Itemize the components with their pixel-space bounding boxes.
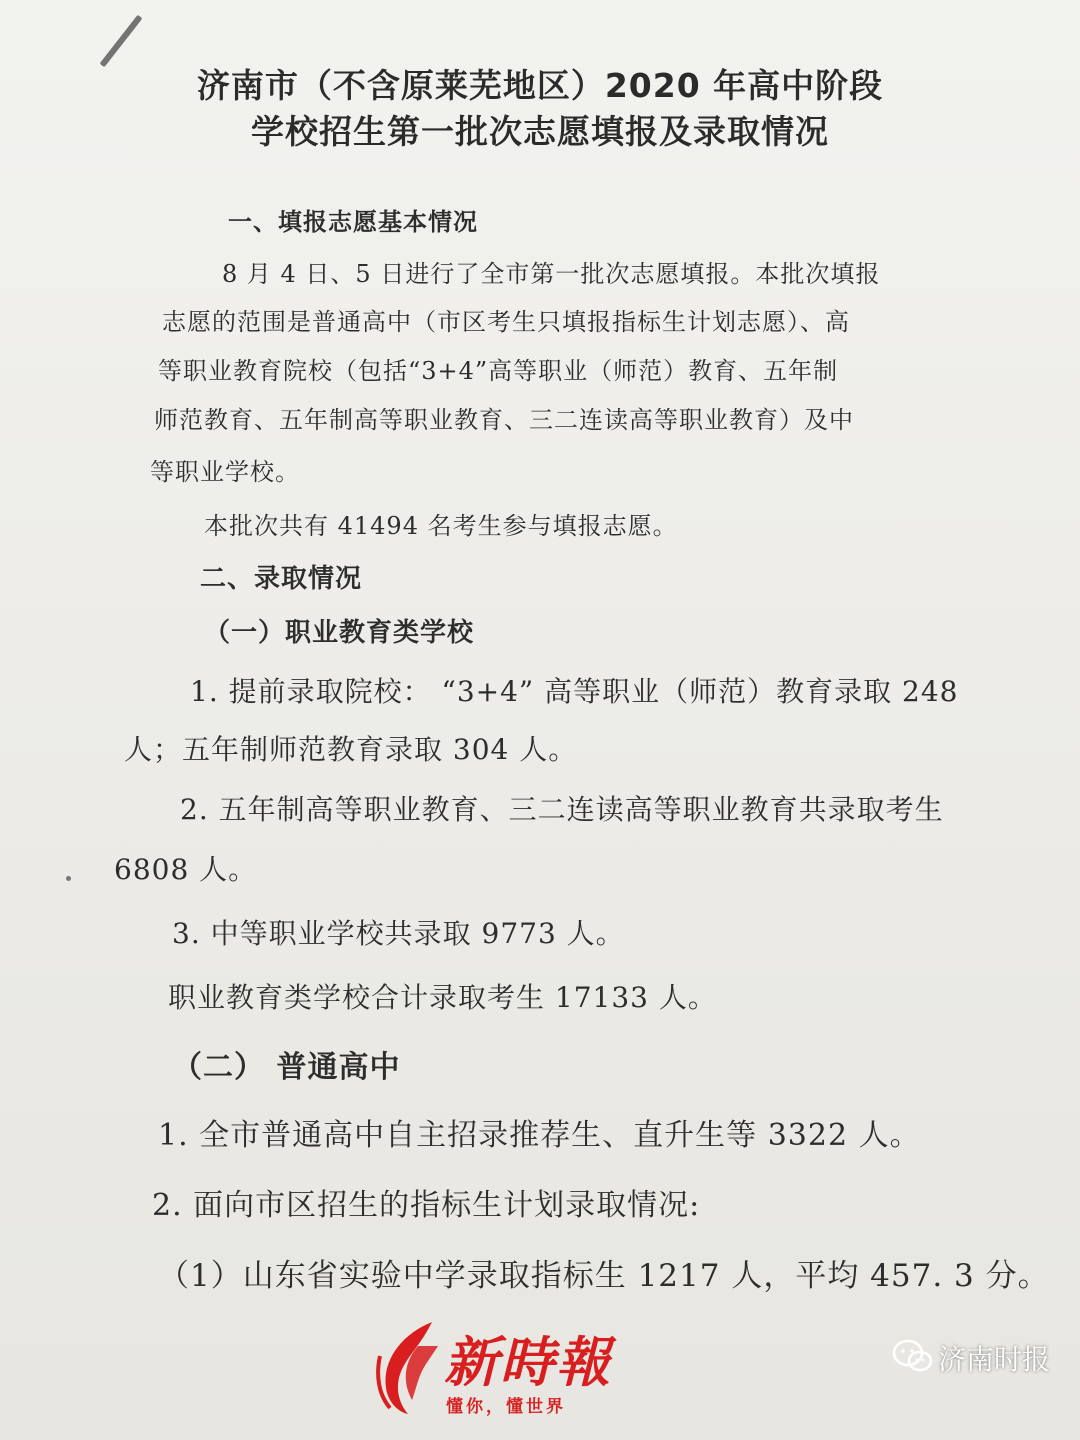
section1-paragraph-line-5: 等职业学校。: [150, 458, 300, 486]
vocational-schools-heading: （一）职业教育类学校: [204, 618, 475, 648]
document-title-line-2: 学校招生第一批次志愿填报及录取情况: [251, 112, 829, 151]
section2-heading: 二、录取情况: [200, 564, 363, 594]
vocational-item-2-line-1: 2. 五年制高等职业教育、三二连读高等职业教育共录取考生: [180, 793, 944, 826]
high-school-heading: （二） 普通高中: [172, 1050, 401, 1085]
logo-tagline: 懂你，懂世界: [446, 1397, 566, 1417]
newspaper-logo: [372, 1316, 652, 1426]
ink-dot: [66, 876, 71, 881]
section1-heading: 一、填报志愿基本情况: [228, 208, 478, 236]
high-school-item-1: 1. 全市普通高中自主招录推荐生、直升生等 3322 人。: [158, 1118, 921, 1153]
wechat-icon: [892, 1338, 934, 1374]
high-school-item-2-1: （1）山东省实验中学录取指标生 1217 人，平均 457. 3 分。: [158, 1258, 1050, 1294]
section1-paragraph-line-2: 志愿的范围是普通高中（市区考生只填报指标生计划志愿）、高: [162, 308, 850, 336]
vocational-total: 职业教育类学校合计录取考生 17133 人。: [168, 981, 717, 1014]
section1-paragraph-line-3: 等职业教育院校（包括“3+4”高等职业（师范）教育、五年制: [158, 357, 839, 385]
section1-applicant-count: 本批次共有 41494 名考生参与填报志愿。: [204, 512, 678, 540]
vocational-item-1-line-2: 人；五年制师范教育录取 304 人。: [124, 733, 578, 766]
high-school-item-2: 2. 面向市区招生的指标生计划录取情况:: [152, 1188, 701, 1223]
section1-paragraph-line-1: 8 月 4 日、5 日进行了全市第一批次志愿填报。本批次填报: [222, 260, 881, 288]
vocational-item-1-line-1: 1. 提前录取院校： “3+4” 高等职业（师范）教育录取 248: [190, 675, 959, 708]
account-name: 济南时报: [938, 1343, 1051, 1376]
vocational-item-3: 3. 中等职业学校共录取 9773 人。: [172, 917, 625, 950]
section1-paragraph-line-4: 师范教育、五年制高等职业教育、三二连读高等职业教育）及中: [154, 406, 854, 434]
document-title-line-1: 济南市（不含原莱芜地区）2020 年高中阶段: [196, 66, 884, 105]
vocational-item-2-line-2: 6808 人。: [114, 853, 258, 886]
logo-wordmark: 新時報: [444, 1330, 612, 1394]
flame-icon: [372, 1316, 452, 1416]
